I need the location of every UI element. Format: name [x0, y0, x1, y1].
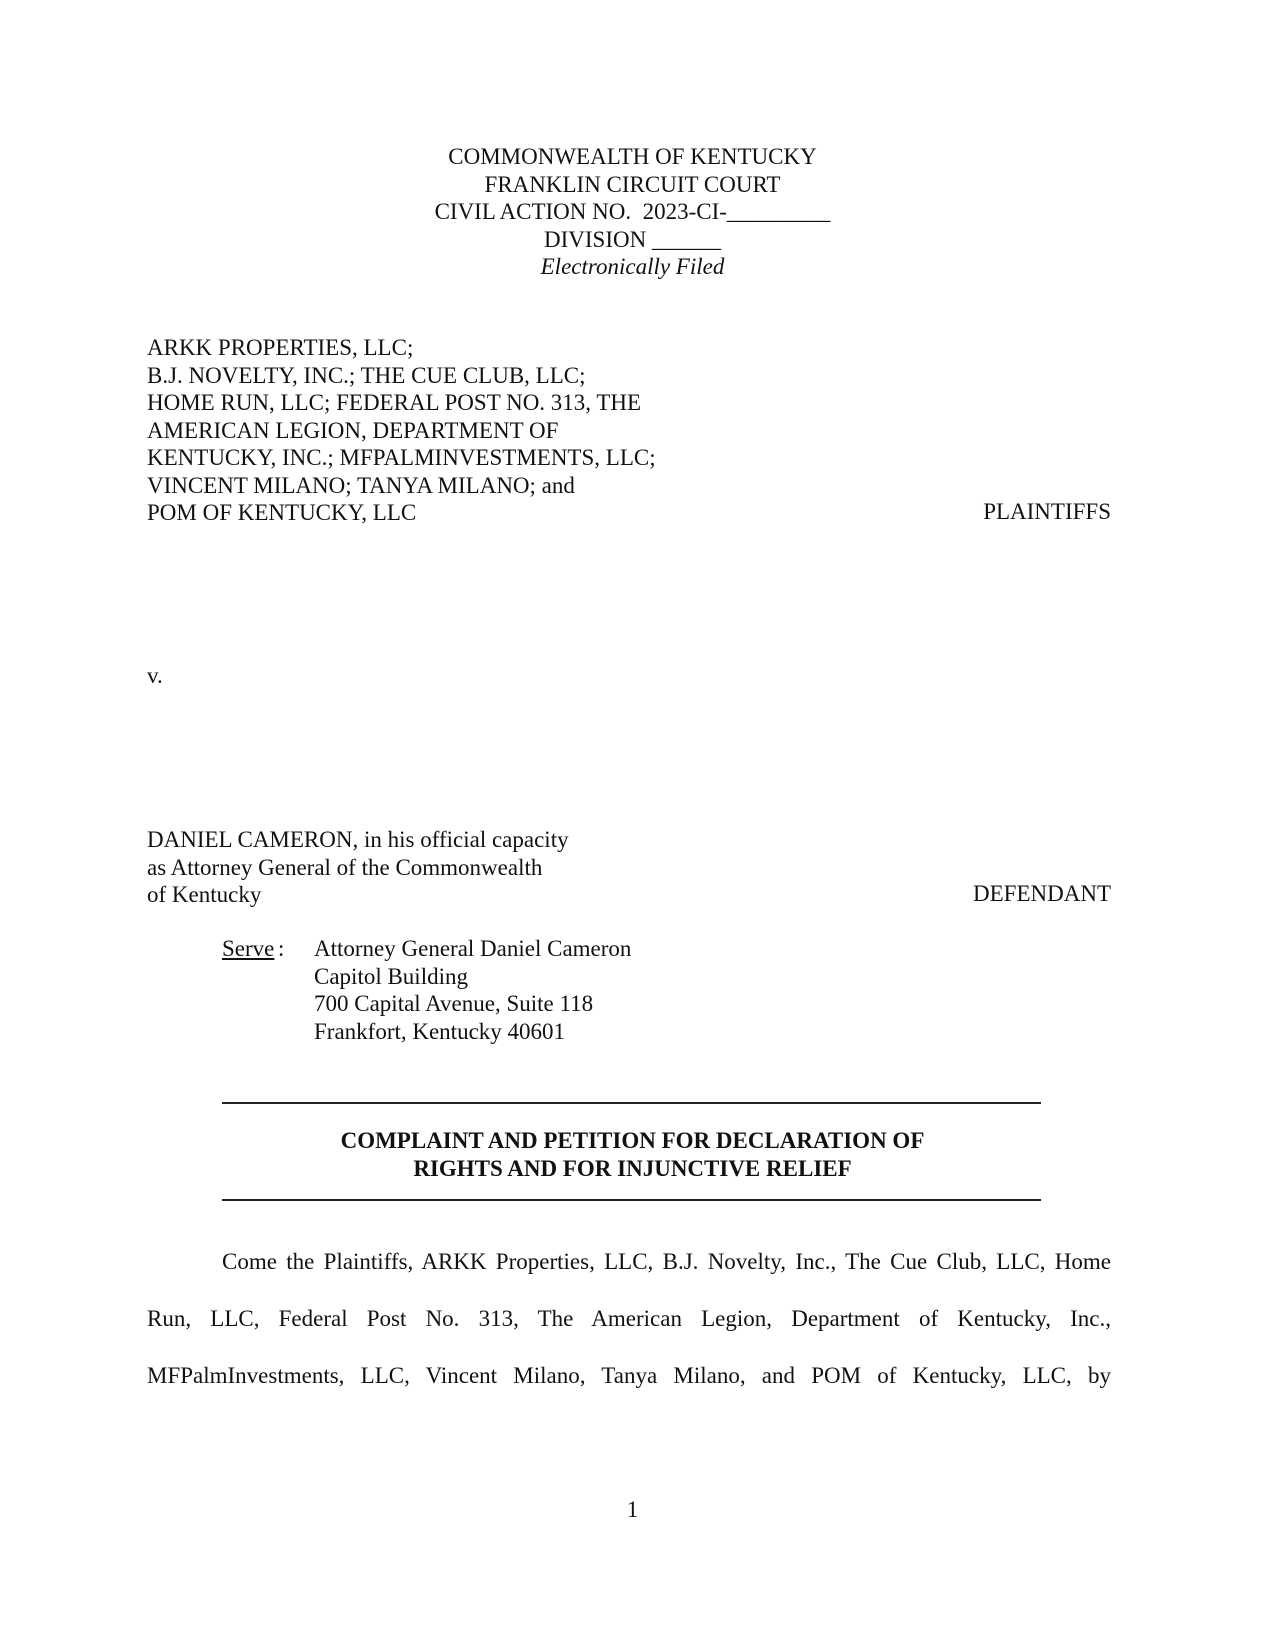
plaintiffs-role-label: PLAINTIFFS [983, 499, 1111, 524]
body-line: Run, LLC, Federal Post No. 313, The American Legion, Department of Kentucky, Inc., [147, 1306, 1111, 1331]
caption-court: FRANKLIN CIRCUIT COURT [484, 171, 781, 197]
versus-label: v. [147, 663, 163, 688]
page-number: 1 [626, 1497, 639, 1522]
caption-civil-action-number: CIVIL ACTION NO. 2023-CI-_________ [434, 199, 831, 224]
service-address-line: Frankfort, Kentucky 40601 [314, 1018, 566, 1044]
divider-top [222, 1102, 1041, 1104]
body-line: Come the Plaintiffs, ARKK Properties, LLC, B.J. Novelty, Inc., The Cue Club, LLC, Home [222, 1249, 1111, 1274]
caption-commonwealth: COMMONWEALTH OF KENTUCKY [448, 144, 817, 169]
document-title [0, 1127, 1265, 1183]
body-paragraph [147, 1233, 1111, 1404]
plaintiff-line: HOME RUN, LLC; FEDERAL POST NO. 313, THE [147, 390, 642, 415]
defendant-line: of Kentucky [147, 882, 262, 907]
defendant-line: DANIEL CAMERON, in his official capacity [147, 827, 569, 852]
defendant-role-label: DEFENDANT [973, 881, 1111, 906]
service-address [314, 935, 631, 1045]
plaintiff-line: VINCENT MILANO; TANYA MILANO; and [147, 472, 575, 498]
serve-colon: : [278, 936, 285, 961]
plaintiff-line: B.J. NOVELTY, INC.; THE CUE CLUB, LLC; [147, 362, 586, 388]
document-title-line: RIGHTS AND FOR INJUNCTIVE RELIEF [413, 1156, 852, 1181]
service-address-line: 700 Capital Avenue, Suite 118 [314, 991, 594, 1016]
body-line: MFPalmInvestments, LLC, Vincent Milano, Tanya Milano, and POM of Kentucky, LLC, by [147, 1363, 1111, 1388]
plaintiff-line: POM OF KENTUCKY, LLC [147, 500, 417, 525]
serve-label: Serve [222, 936, 275, 961]
plaintiffs-block [147, 334, 656, 527]
divider-bottom [222, 1199, 1041, 1201]
service-address-line: Capitol Building [314, 963, 468, 989]
defendant-block [147, 826, 569, 909]
plaintiff-line: ARKK PROPERTIES, LLC; [147, 335, 414, 360]
court-caption [0, 143, 1265, 281]
defendant-line: as Attorney General of the Commonwealth [147, 854, 543, 880]
plaintiff-line: KENTUCKY, INC.; MFPALMINVESTMENTS, LLC; [147, 445, 656, 470]
plaintiff-line: AMERICAN LEGION, DEPARTMENT OF [147, 417, 559, 443]
caption-division: DIVISION ______ [544, 226, 721, 252]
document-title-line: COMPLAINT AND PETITION FOR DECLARATION OF [340, 1128, 925, 1153]
caption-electronically-filed: Electronically Filed [540, 254, 725, 279]
service-address-line: Attorney General Daniel Cameron [314, 936, 632, 961]
